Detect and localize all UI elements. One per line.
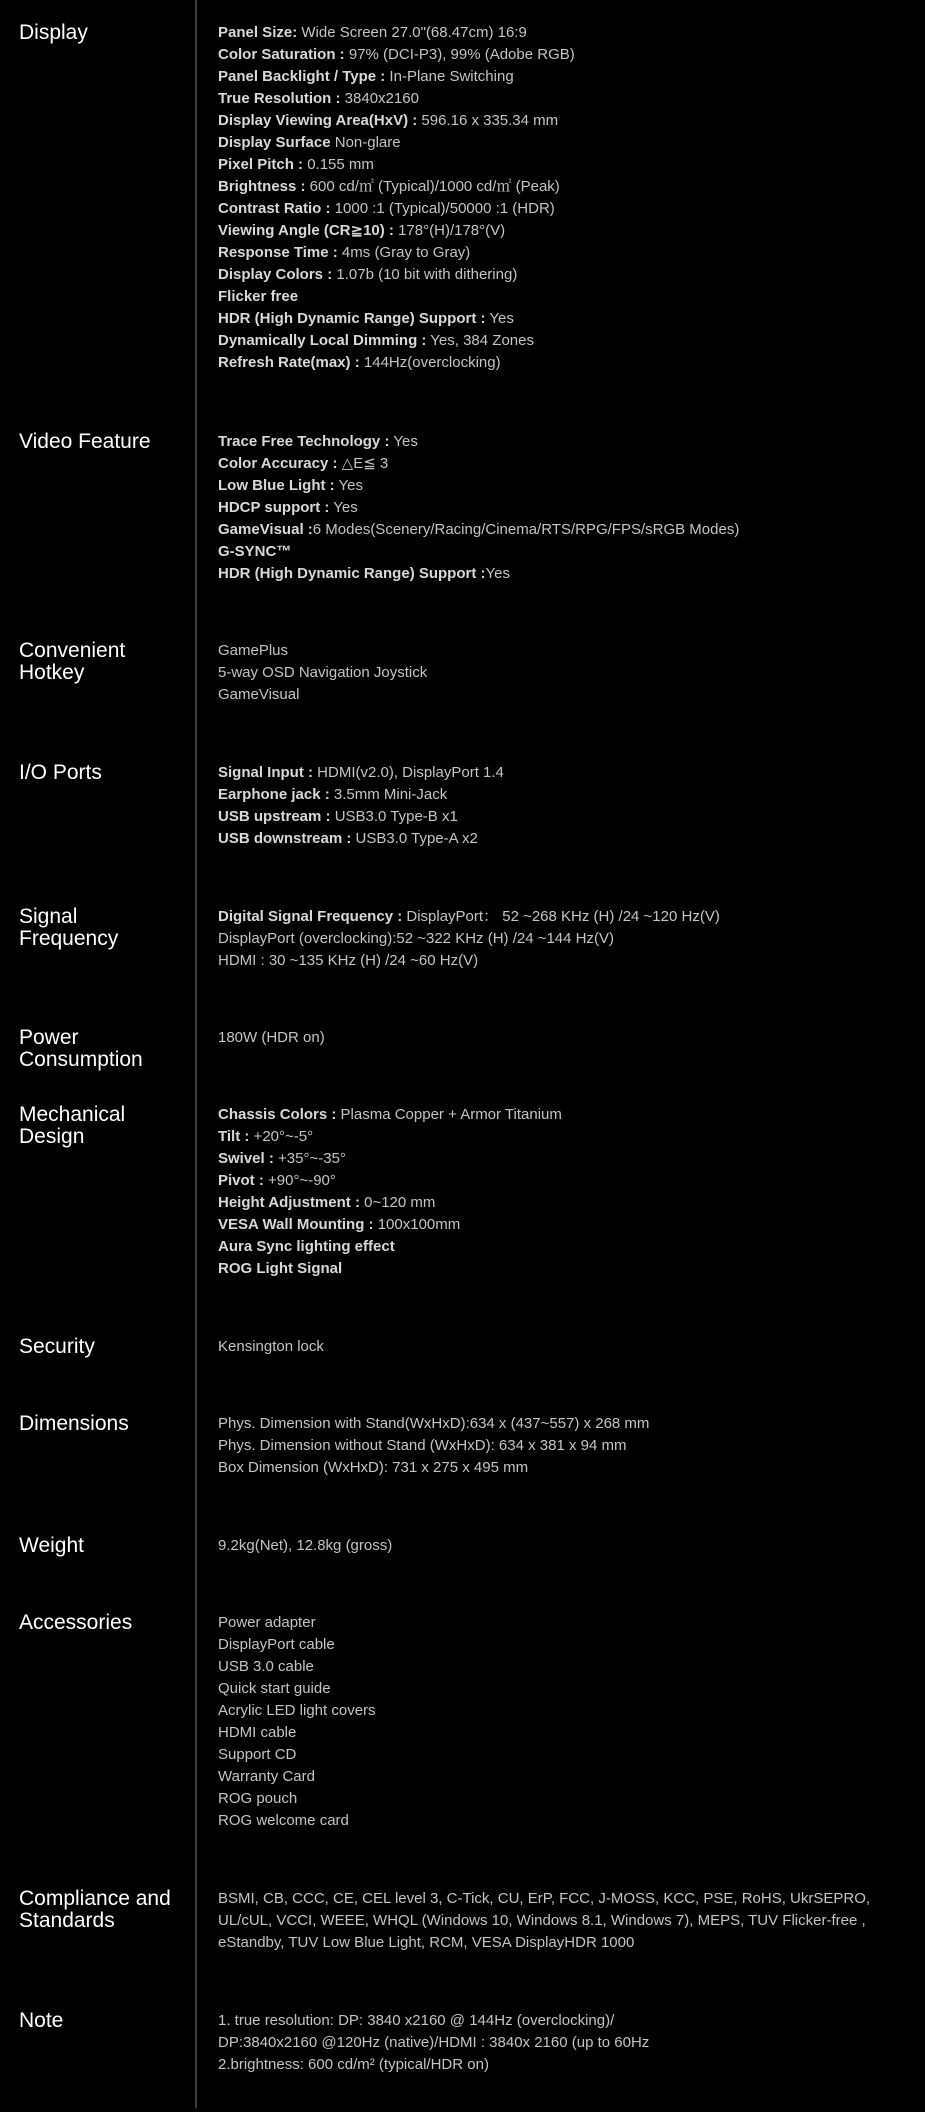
spec-row	[218, 1258, 908, 1280]
spec-value: Phys. Dimension with Stand(WxHxD):634 x (437~557) x 268 mm	[218, 1415, 650, 1432]
spec-value: 0.155 mm	[303, 156, 374, 173]
spec-key: Display Colors :	[218, 266, 333, 283]
spec-key: Brightness :	[218, 178, 306, 195]
spec-value: 100x100mm	[373, 1216, 461, 1233]
spec-key: Pivot :	[218, 1172, 264, 1189]
spec-row	[218, 1535, 908, 1557]
spec-value: GameVisual	[218, 686, 300, 703]
spec-row	[218, 1126, 908, 1148]
spec-row	[218, 44, 908, 66]
spec-row	[218, 762, 908, 784]
spec-row	[218, 1932, 908, 1954]
spec-value: 9.2kg(Net), 12.8kg (gross)	[218, 1537, 393, 1554]
spec-value: 1.07b (10 bit with dithering)	[332, 266, 518, 283]
spec-value: USB 3.0 cable	[218, 1658, 314, 1675]
spec-key: GameVisual :	[218, 521, 313, 538]
spec-value: 3840x2160	[340, 90, 419, 107]
spec-key: Panel Size:	[218, 24, 298, 41]
spec-value: Support CD	[218, 1746, 297, 1763]
spec-key: Contrast Ratio :	[218, 200, 331, 217]
spec-value: BSMI, CB, CCC, CE, CEL level 3, C-Tick, CU, ErP, FCC, J-MOSS, KCC, PSE, RoHS, UkrSEPRO,	[218, 1890, 871, 1907]
spec-row	[218, 1435, 908, 1457]
spec-row	[218, 684, 908, 706]
section-content	[218, 1413, 908, 1479]
spec-value: ROG pouch	[218, 1790, 298, 1807]
spec-value: DisplayPort： 52 ~268 KHz (H) /24 ~120 Hz(V)	[402, 908, 720, 925]
section-label: Display	[19, 21, 88, 44]
spec-value: DP:3840x2160 @120Hz (native)/HDMI : 3840x 2160 (up to 60Hz	[218, 2034, 650, 2051]
spec-value: Quick start guide	[218, 1680, 331, 1697]
spec-key: HDR (High Dynamic Range) Support :	[218, 310, 486, 327]
spec-row	[218, 1336, 908, 1358]
spec-row	[218, 1744, 908, 1766]
spec-row	[218, 154, 908, 176]
spec-row	[218, 950, 908, 972]
spec-row	[218, 176, 908, 198]
spec-row	[218, 828, 908, 850]
section-label: Convenient Hotkey	[19, 639, 126, 684]
spec-value: 1. true resolution: DP: 3840 x2160 @ 144Hz (overclocking)/	[218, 2012, 615, 2029]
spec-row	[218, 1214, 908, 1236]
spec-value: 1000 :1 (Typical)/50000 :1 (HDR)	[330, 200, 555, 217]
spec-row	[218, 264, 908, 286]
spec-key: Height Adjustment :	[218, 1194, 360, 1211]
spec-value: Plasma Copper + Armor Titanium	[336, 1106, 562, 1123]
spec-value: Box Dimension (WxHxD): 731 x 275 x 495 mm	[218, 1459, 529, 1476]
spec-row	[218, 1888, 908, 1910]
spec-row	[218, 2010, 908, 2032]
spec-key: Display Viewing Area(HxV) :	[218, 112, 418, 129]
spec-row	[218, 1192, 908, 1214]
spec-value: USB3.0 Type-A x2	[351, 830, 478, 847]
spec-value: 600 cd/㎡ (Typical)/1000 cd/㎡ (Peak)	[305, 178, 560, 195]
spec-row	[218, 352, 908, 374]
spec-value: 180W (HDR on)	[218, 1029, 325, 1046]
spec-value: 4ms (Gray to Gray)	[337, 244, 471, 261]
section-label: Dimensions	[19, 1412, 129, 1435]
spec-key: G-SYNC™	[218, 543, 292, 560]
spec-row	[218, 541, 908, 563]
spec-key: Flicker free	[218, 288, 299, 305]
spec-row	[218, 519, 908, 541]
spec-row	[218, 242, 908, 264]
spec-value: Yes	[334, 477, 364, 494]
spec-value: +90°~-90°	[263, 1172, 336, 1189]
spec-row	[218, 806, 908, 828]
section-label: Security	[19, 1335, 95, 1358]
spec-value: 97% (DCI-P3), 99% (Adobe RGB)	[344, 46, 575, 63]
spec-value: +35°~-35°	[273, 1150, 346, 1167]
spec-row	[218, 1766, 908, 1788]
spec-value: 596.16 x 335.34 mm	[417, 112, 559, 129]
spec-row	[218, 1104, 908, 1126]
section-content	[218, 906, 908, 972]
spec-key: Viewing Angle (CR≧10) :	[218, 222, 394, 239]
spec-value: DisplayPort (overclocking):52 ~322 KHz (H) /24 ~144 Hz(V)	[218, 930, 614, 947]
spec-value: 2.brightness: 600 cd/m² (typical/HDR on)	[218, 2056, 489, 2073]
spec-row	[218, 1457, 908, 1479]
spec-key: Pixel Pitch :	[218, 156, 304, 173]
spec-key: HDR (High Dynamic Range) Support :	[218, 565, 486, 582]
spec-row	[218, 1700, 908, 1722]
spec-row	[218, 2054, 908, 2076]
spec-row	[218, 453, 908, 475]
spec-key: Swivel :	[218, 1150, 274, 1167]
spec-row	[218, 132, 908, 154]
spec-value: Phys. Dimension without Stand (WxHxD): 634 x 381 x 94 mm	[218, 1437, 627, 1454]
spec-row	[218, 431, 908, 453]
spec-row	[218, 2032, 908, 2054]
section-content	[218, 22, 908, 374]
spec-row	[218, 286, 908, 308]
spec-row	[218, 22, 908, 44]
spec-row	[218, 330, 908, 352]
spec-value: Yes	[485, 565, 510, 582]
spec-row	[218, 198, 908, 220]
spec-row	[218, 66, 908, 88]
spec-key: Color Saturation :	[218, 46, 345, 63]
spec-value: +20°~-5°	[249, 1128, 314, 1145]
spec-row	[218, 1170, 908, 1192]
section-content	[218, 762, 908, 850]
section-content	[218, 1027, 908, 1049]
spec-row	[218, 1788, 908, 1810]
section-content	[218, 1336, 908, 1358]
spec-row	[218, 662, 908, 684]
spec-row	[218, 784, 908, 806]
spec-row	[218, 1810, 908, 1832]
section-content	[218, 431, 908, 585]
spec-row	[218, 1236, 908, 1258]
section-content	[218, 1612, 908, 1832]
column-divider	[195, 0, 197, 2108]
spec-key: Refresh Rate(max) :	[218, 354, 360, 371]
spec-value: HDMI cable	[218, 1724, 297, 1741]
spec-value: 3.5mm Mini-Jack	[329, 786, 448, 803]
spec-key: Tilt :	[218, 1128, 250, 1145]
spec-key: True Resolution :	[218, 90, 341, 107]
spec-row	[218, 906, 908, 928]
spec-row	[218, 475, 908, 497]
spec-value: HDMI : 30 ~135 KHz (H) /24 ~60 Hz(V)	[218, 952, 479, 969]
spec-value: HDMI(v2.0), DisplayPort 1.4	[313, 764, 504, 781]
spec-row	[218, 1678, 908, 1700]
section-content	[218, 640, 908, 706]
spec-row	[218, 563, 908, 585]
section-label: Weight	[19, 1534, 84, 1557]
spec-value: Kensington lock	[218, 1338, 324, 1355]
spec-row	[218, 1148, 908, 1170]
spec-key: Dynamically Local Dimming :	[218, 332, 427, 349]
spec-key: Display Surface	[218, 134, 331, 151]
section-label: Video Feature	[19, 430, 151, 453]
spec-key: USB upstream :	[218, 808, 331, 825]
spec-key: Low Blue Light :	[218, 477, 335, 494]
spec-row	[218, 220, 908, 242]
section-label: Compliance and Standards	[19, 1887, 171, 1932]
spec-value: Warranty Card	[218, 1768, 315, 1785]
spec-row	[218, 308, 908, 330]
spec-key: VESA Wall Mounting :	[218, 1216, 374, 1233]
spec-value: 5-way OSD Navigation Joystick	[218, 664, 428, 681]
spec-row	[218, 1413, 908, 1435]
spec-value: 178°(H)/178°(V)	[393, 222, 506, 239]
spec-key: USB downstream :	[218, 830, 352, 847]
spec-row	[218, 497, 908, 519]
section-label: Accessories	[19, 1611, 133, 1634]
spec-value: UL/cUL, VCCI, WEEE, WHQL (Windows 10, Windows 8.1, Windows 7), MEPS, TUV Flicker-free ,	[218, 1912, 866, 1929]
spec-row	[218, 88, 908, 110]
spec-row	[218, 1722, 908, 1744]
section-label: I/O Ports	[19, 761, 102, 784]
section-content	[218, 1535, 908, 1557]
section-label: Signal Frequency	[19, 905, 119, 950]
spec-value: 0~120 mm	[359, 1194, 436, 1211]
spec-value: USB3.0 Type-B x1	[330, 808, 458, 825]
spec-key: Color Accuracy :	[218, 455, 338, 472]
spec-row	[218, 1612, 908, 1634]
spec-row	[218, 1634, 908, 1656]
spec-value: Yes, 384 Zones	[426, 332, 534, 349]
spec-value: △E≦ 3	[337, 455, 389, 472]
spec-value: In-Plane Switching	[385, 68, 514, 85]
section-content	[218, 1888, 908, 1954]
spec-key: Response Time :	[218, 244, 338, 261]
section-content	[218, 2010, 908, 2076]
spec-value: GamePlus	[218, 642, 289, 659]
spec-value: Yes	[329, 499, 358, 516]
spec-value: ROG welcome card	[218, 1812, 349, 1829]
spec-row	[218, 640, 908, 662]
spec-value: Non-glare	[330, 134, 401, 151]
spec-key: Earphone jack :	[218, 786, 330, 803]
spec-key: Digital Signal Frequency :	[218, 908, 403, 925]
spec-row	[218, 1656, 908, 1678]
spec-value: Yes	[389, 433, 418, 450]
spec-key: Signal Input :	[218, 764, 313, 781]
spec-row	[218, 1910, 908, 1932]
spec-row	[218, 110, 908, 132]
spec-key: Trace Free Technology :	[218, 433, 390, 450]
spec-row	[218, 1027, 908, 1049]
spec-key: HDCP support :	[218, 499, 330, 516]
spec-value: Yes	[485, 310, 514, 327]
section-label: Note	[19, 2009, 64, 2032]
section-label: Mechanical Design	[19, 1103, 126, 1148]
spec-value: DisplayPort cable	[218, 1636, 335, 1653]
spec-value: 144Hz(overclocking)	[359, 354, 501, 371]
spec-row	[218, 928, 908, 950]
spec-key: Chassis Colors :	[218, 1106, 337, 1123]
section-label: Power Consumption	[19, 1026, 143, 1071]
spec-key: ROG Light Signal	[218, 1260, 343, 1277]
spec-value: Power adapter	[218, 1614, 316, 1631]
spec-key: Panel Backlight / Type :	[218, 68, 386, 85]
spec-value: eStandby, TUV Low Blue Light, RCM, VESA DisplayHDR 1000	[218, 1934, 635, 1951]
section-content	[218, 1104, 908, 1280]
spec-value: Wide Screen 27.0"(68.47cm) 16:9	[297, 24, 527, 41]
spec-key: Aura Sync lighting effect	[218, 1238, 395, 1255]
spec-value: 6 Modes(Scenery/Racing/Cinema/RTS/RPG/FPS/sRGB Modes)	[312, 521, 740, 538]
spec-value: Acrylic LED light covers	[218, 1702, 376, 1719]
